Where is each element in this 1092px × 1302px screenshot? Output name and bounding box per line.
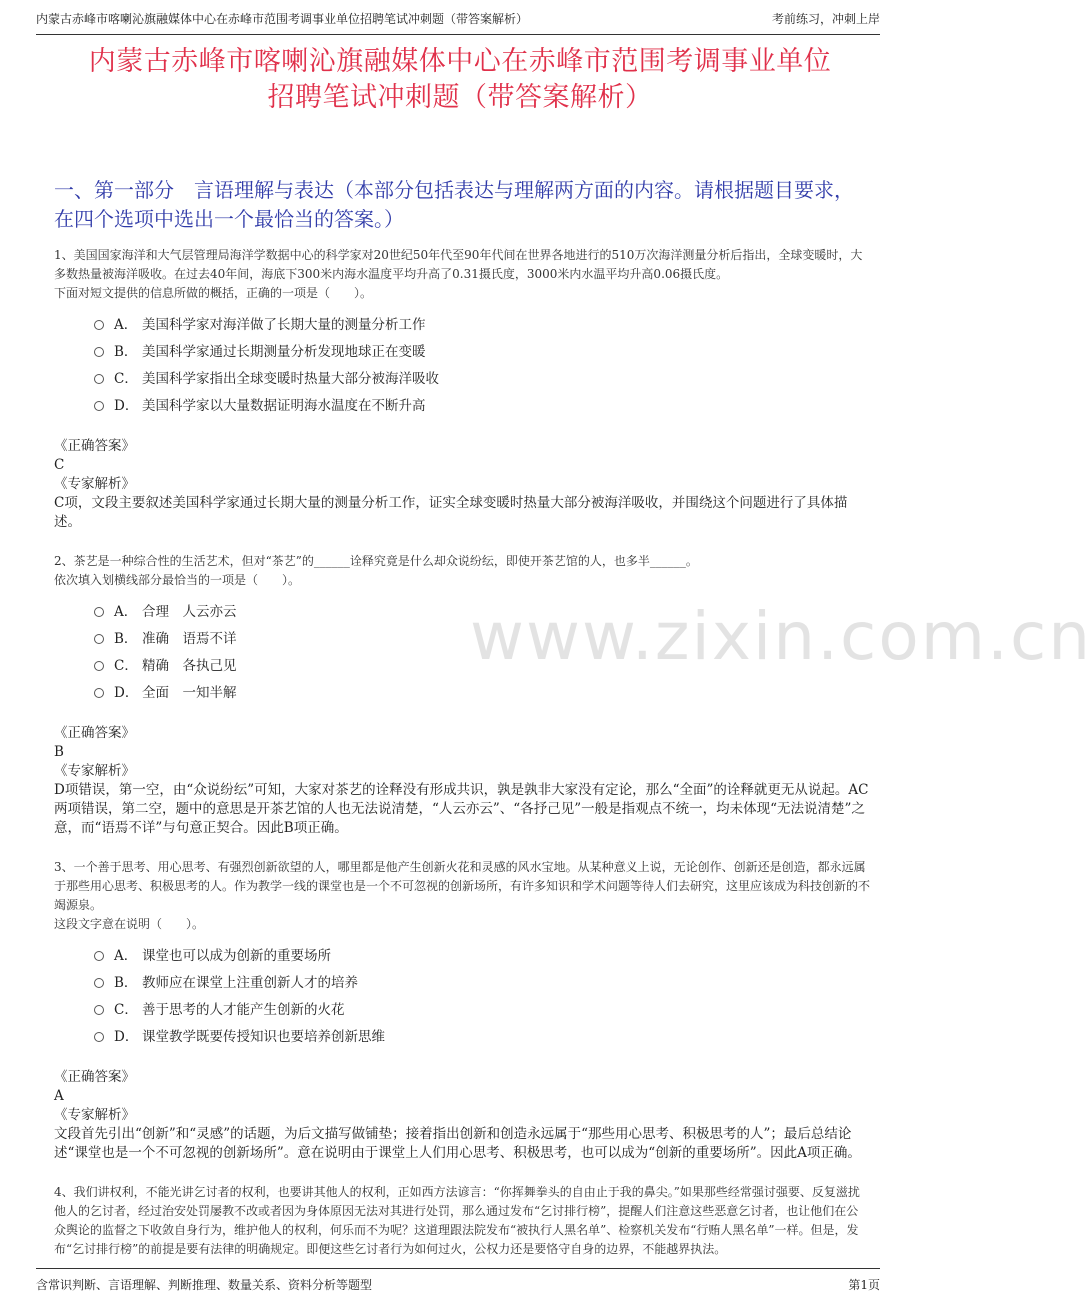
question-4 (54, 1183, 870, 1259)
radio-icon[interactable] (94, 401, 104, 411)
option-d[interactable] (94, 390, 870, 417)
option-c[interactable] (94, 994, 870, 1021)
radio-icon[interactable] (94, 978, 104, 988)
radio-icon[interactable] (94, 320, 104, 330)
analysis-text: 文段首先引出“创新”和“灵感”的话题，为后文描写做铺垫；接着指出创新和创造永远属于“那些用心思考、积极思考的人”；最后总结论述“课堂也是一个不可忽视的创新场所”。意在说明由于课堂上人们用心思考、积极思考，也可以成为“创新的重要场所”。因此A项正确。 (54, 1126, 861, 1161)
question-list (54, 246, 870, 1259)
radio-icon[interactable] (94, 661, 104, 671)
analysis-label: 《专家解析》 (54, 763, 135, 779)
option-c[interactable] (94, 363, 870, 390)
option-text: 全面 一知半解 (142, 684, 237, 701)
title-line-1: 内蒙古赤峰市喀喇沁旗融媒体中心在赤峰市范围考调事业单位 (88, 46, 832, 77)
page-footer (36, 1268, 880, 1293)
analysis-text: C项，文段主要叙述美国科学家通过长期大量的测量分析工作，证实全球变暖时热量大部分被海洋吸收，并围绕这个问题进行了具体描述。 (54, 495, 848, 530)
option-text: 美国科学家以大量数据证明海水温度在不断升高 (142, 397, 426, 414)
answer-value: B (54, 744, 64, 760)
radio-icon[interactable] (94, 1032, 104, 1042)
radio-icon[interactable] (94, 347, 104, 357)
option-letter: A． (114, 947, 138, 964)
option-letter: A． (114, 603, 138, 620)
question-prompt: 依次填入划横线部分最恰当的一项是（ ）。 (54, 573, 301, 587)
option-b[interactable] (94, 967, 870, 994)
option-letter: D． (114, 1028, 139, 1045)
option-text: 善于思考的人才能产生创新的火花 (142, 1001, 345, 1018)
option-letter: D． (114, 397, 139, 414)
radio-icon[interactable] (94, 951, 104, 961)
radio-icon[interactable] (94, 374, 104, 384)
question-text: 3、一个善于思考、用心思考、有强烈创新欲望的人，哪里都是他产生创新火花和灵感的风水宝地。从某种意义上说，无论创作、创新还是创造，都永远属于那些用心思考、积极思考的人。作为教学一线的课堂也是一个不可忽视的创新场所，有许多知识和学术问题等待人们去研究，这里应该成为科技创新的不竭源泉。 (54, 860, 871, 912)
option-text: 合理 人云亦云 (142, 603, 237, 620)
answer-label: 《正确答案》 (54, 438, 135, 454)
option-group (94, 309, 870, 417)
section-heading: 一、第一部分 言语理解与表达（本部分包括表达与理解两方面的内容。请根据题目要求，在四个选项中选出一个最恰当的答案。） (54, 178, 854, 231)
question-text: 2、茶艺是一种综合性的生活艺术，但对“茶艺”的______诠释究竟是什么却众说纷纭，即使开茶艺馆的人，也多半______。 (54, 554, 698, 568)
option-c[interactable] (94, 650, 870, 677)
option-b[interactable] (94, 623, 870, 650)
radio-icon[interactable] (94, 1005, 104, 1015)
option-d[interactable] (94, 677, 870, 704)
option-group (94, 940, 870, 1048)
option-letter: B． (114, 630, 138, 647)
answer-value: A (54, 1088, 64, 1104)
answer-label: 《正确答案》 (54, 725, 135, 741)
analysis-text: D项错误，第一空，由“众说纷纭”可知，大家对茶艺的诠释没有形成共识，孰是孰非大家没有定论，那么“全面”的诠释就更无从说起。AC两项错误，第二空，题中的意思是开茶艺馆的人也无法说清楚，“人云亦云”、“各抒己见”一般是指观点不统一，均未体现“无法说清楚”之意，而“语焉不详”与句意正契合。因此B项正确。 (54, 782, 869, 836)
answer-label: 《正确答案》 (54, 1069, 135, 1085)
question-text: 1、美国国家海洋和大气层管理局海洋学数据中心的科学家对20世纪50年代至90年代间在世界各地进行的510万次海洋测量分析后指出，全球变暖时，大多数热量被海洋吸收。在过去40年间，海底下300米内海水温度平均升高了0.31摄氏度，3000米内水温平均升高0.06摄氏度。 (54, 248, 863, 281)
watermark: www.zixin.com.cn (470, 598, 1092, 675)
analysis-label: 《专家解析》 (54, 476, 135, 492)
page-number: 第1页 (848, 1278, 880, 1292)
option-letter: C． (114, 657, 138, 674)
option-a[interactable] (94, 940, 870, 967)
option-text: 课堂教学既要传授知识也要培养创新思维 (142, 1028, 385, 1045)
option-letter: D． (114, 684, 139, 701)
answer-value: C (54, 457, 65, 473)
question-2 (54, 552, 870, 838)
option-group (94, 596, 870, 704)
option-text: 美国科学家指出全球变暖时热量大部分被海洋吸收 (142, 370, 439, 387)
question-1 (54, 246, 870, 532)
option-text: 精确 各执己见 (142, 657, 237, 674)
option-b[interactable] (94, 336, 870, 363)
option-letter: B． (114, 343, 138, 360)
option-letter: B． (114, 974, 138, 991)
question-prompt: 这段文字意在说明（ ）。 (54, 917, 205, 931)
option-text: 美国科学家对海洋做了长期大量的测量分析工作 (142, 316, 426, 333)
radio-icon[interactable] (94, 688, 104, 698)
option-letter: C． (114, 1001, 138, 1018)
option-text: 美国科学家通过长期测量分析发现地球正在变暖 (142, 343, 426, 360)
footer-note: 含常识判断、言语理解、判断推理、数量关系、资料分析等题型 (36, 1278, 373, 1292)
question-3 (54, 858, 870, 1163)
option-letter: A． (114, 316, 138, 333)
option-text: 课堂也可以成为创新的重要场所 (142, 947, 331, 964)
option-d[interactable] (94, 1021, 870, 1048)
option-letter: C． (114, 370, 138, 387)
header-doc-title: 内蒙古赤峰市喀喇沁旗融媒体中心在赤峰市范围考调事业单位招聘笔试冲刺题（带答案解析） (36, 12, 529, 26)
radio-icon[interactable] (94, 634, 104, 644)
question-text: 4、我们讲权利，不能光讲乞讨者的权利，也要讲其他人的权利，正如西方法谚言：“你挥舞拳头的自由止于我的鼻尖。”如果那些经常强讨强要、反复滋扰他人的乞讨者，经过治安处罚屡教不改或者因为身体原因无法对其进行处罚，那么通过发布“乞讨排行榜”，提醒人们注意这些恶意乞讨者，也让他们在公众舆论的监督之下收敛自身行为，维护他人的权利，何乐而不为呢？这道理跟法院发布“被执行人黑名单”、检察机关发布“行贿人黑名单”一样。但是，发布“乞讨排行榜”的前提是要有法律的明确规定。即便这些乞讨者行为如何过火，公权力还是要恪守自身的边界，不能越界执法。 (54, 1185, 860, 1256)
option-a[interactable] (94, 596, 870, 623)
option-a[interactable] (94, 309, 870, 336)
option-text: 教师应在课堂上注重创新人才的培养 (142, 974, 358, 991)
option-text: 准确 语焉不详 (142, 630, 237, 647)
title-line-2: 招聘笔试冲刺题（带答案解析） (267, 82, 653, 113)
header-slogan: 考前练习，冲刺上岸 (771, 12, 880, 26)
radio-icon[interactable] (94, 607, 104, 617)
analysis-label: 《专家解析》 (54, 1107, 135, 1123)
question-prompt: 下面对短文提供的信息所做的概括，正确的一项是（ ）。 (54, 286, 373, 300)
page-header (36, 10, 880, 35)
document-title (40, 44, 880, 116)
